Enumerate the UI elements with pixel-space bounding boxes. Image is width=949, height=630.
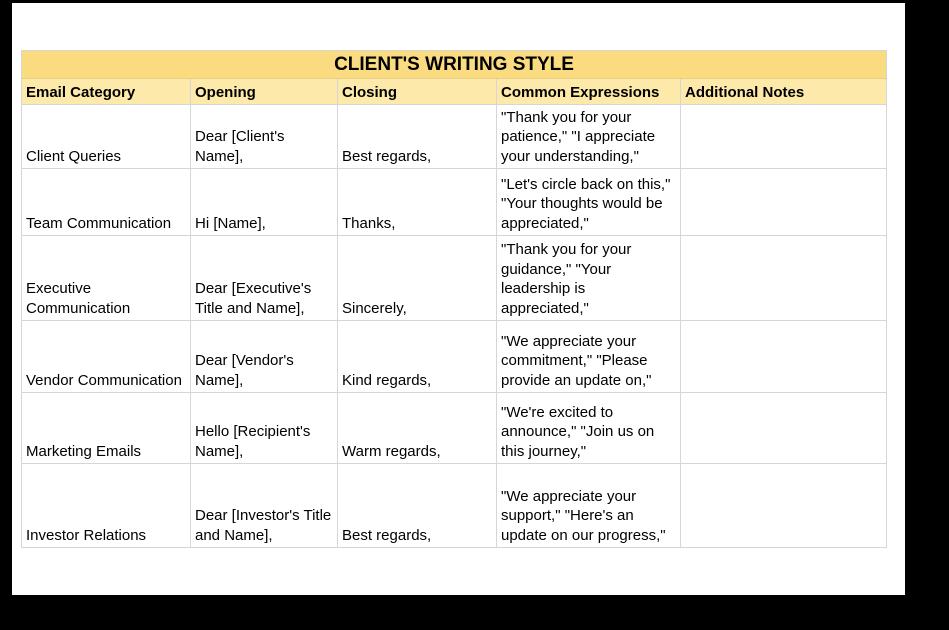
table-row bbox=[22, 169, 887, 236]
cell-category[interactable]: Investor Relations bbox=[22, 464, 191, 548]
cell-opening[interactable]: Dear [Investor's Title and Name], bbox=[191, 464, 338, 548]
header-opening[interactable]: Opening bbox=[191, 79, 338, 105]
title-row bbox=[22, 51, 887, 79]
header-common-expressions[interactable]: Common Expressions bbox=[497, 79, 681, 105]
cell-expressions[interactable]: "We appreciate your commitment," "Please provide an update on," bbox=[497, 321, 681, 393]
cell-category[interactable]: Executive Communication bbox=[22, 236, 191, 321]
cell-notes[interactable] bbox=[681, 236, 887, 321]
cell-notes[interactable] bbox=[681, 169, 887, 236]
cell-opening[interactable]: Hello [Recipient's Name], bbox=[191, 393, 338, 464]
table-row bbox=[22, 105, 887, 169]
writing-style-table bbox=[21, 50, 887, 548]
table-row bbox=[22, 464, 887, 548]
cell-notes[interactable] bbox=[681, 105, 887, 169]
cell-expressions[interactable]: "We appreciate your support," "Here's an update on our progress," bbox=[497, 464, 681, 548]
table-row bbox=[22, 321, 887, 393]
cell-category[interactable]: Vendor Communication bbox=[22, 321, 191, 393]
cell-closing[interactable]: Best regards, bbox=[338, 105, 497, 169]
cell-category[interactable]: Client Queries bbox=[22, 105, 191, 169]
table-title[interactable]: CLIENT'S WRITING STYLE bbox=[22, 51, 887, 79]
cell-expressions[interactable]: "Thank you for your patience," "I appreciate your understanding," bbox=[497, 105, 681, 169]
cell-category[interactable]: Marketing Emails bbox=[22, 393, 191, 464]
header-email-category[interactable]: Email Category bbox=[22, 79, 191, 105]
header-additional-notes[interactable]: Additional Notes bbox=[681, 79, 887, 105]
table-row bbox=[22, 236, 887, 321]
cell-opening[interactable]: Dear [Vendor's Name], bbox=[191, 321, 338, 393]
cell-notes[interactable] bbox=[681, 393, 887, 464]
cell-expressions[interactable]: "Thank you for your guidance," "Your leadership is appreciated," bbox=[497, 236, 681, 321]
cell-closing[interactable]: Kind regards, bbox=[338, 321, 497, 393]
cell-closing[interactable]: Thanks, bbox=[338, 169, 497, 236]
cell-expressions[interactable]: "Let's circle back on this," "Your thoughts would be appreciated," bbox=[497, 169, 681, 236]
cell-notes[interactable] bbox=[681, 464, 887, 548]
cell-opening[interactable]: Dear [Executive's Title and Name], bbox=[191, 236, 338, 321]
cell-category[interactable]: Team Communication bbox=[22, 169, 191, 236]
header-row bbox=[22, 79, 887, 105]
cell-closing[interactable]: Best regards, bbox=[338, 464, 497, 548]
cell-notes[interactable] bbox=[681, 321, 887, 393]
cell-opening[interactable]: Dear [Client's Name], bbox=[191, 105, 338, 169]
header-closing[interactable]: Closing bbox=[338, 79, 497, 105]
spreadsheet-sheet bbox=[12, 3, 905, 595]
table-row bbox=[22, 393, 887, 464]
cell-closing[interactable]: Sincerely, bbox=[338, 236, 497, 321]
cell-closing[interactable]: Warm regards, bbox=[338, 393, 497, 464]
cell-opening[interactable]: Hi [Name], bbox=[191, 169, 338, 236]
cell-expressions[interactable]: "We're excited to announce," "Join us on this journey," bbox=[497, 393, 681, 464]
